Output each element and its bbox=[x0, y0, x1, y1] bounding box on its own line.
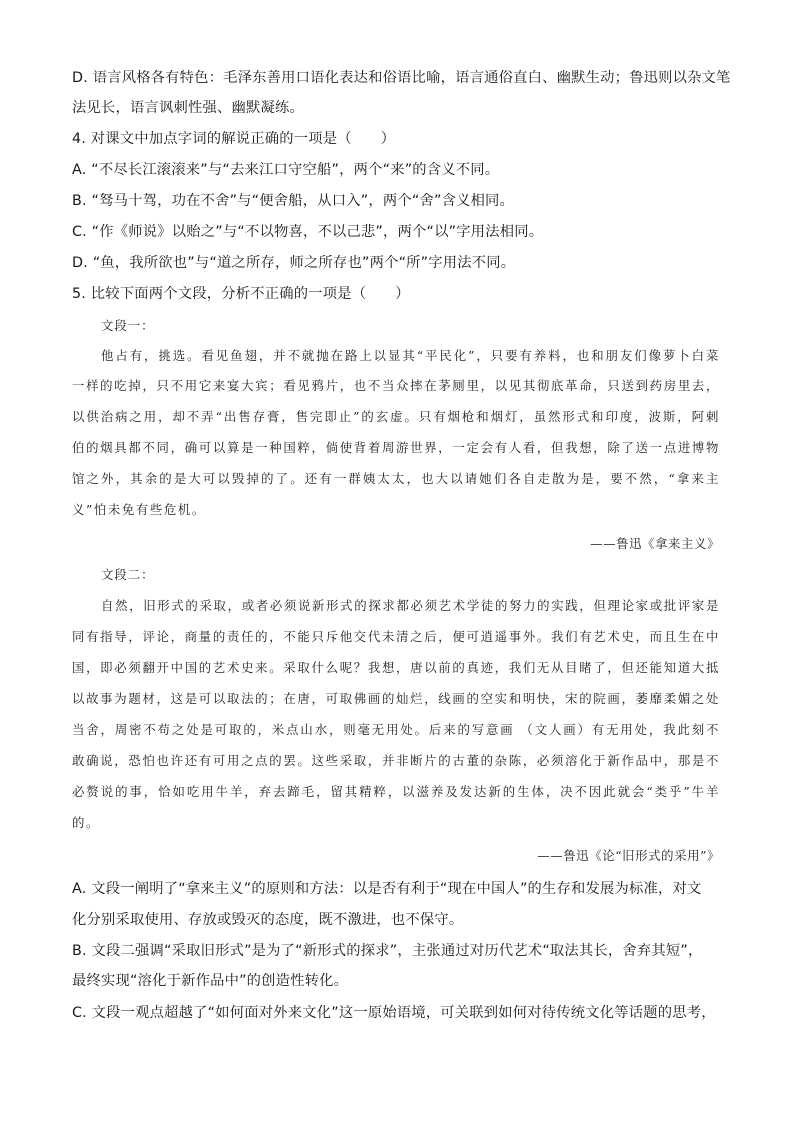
passage-2-line: 国，即必须翻开中国的艺术史来。采取什么呢？我想，唐以前的真迹，我们无从目睹了，但还能知道大抵 bbox=[72, 660, 720, 675]
passage-1-label: 文段一： bbox=[101, 318, 155, 333]
question-5-option-a-line-2: 化分别采取使用、存放或毁灭的态度，既不激进，也不保守。 bbox=[72, 912, 464, 928]
passage-2-label: 文段二： bbox=[101, 567, 155, 582]
passage-1-line: 伯的烟具都不同，确可以算是一种国粹，倘使背着周游世界，一定会有人看，但我想，除了送一点进博物 bbox=[72, 440, 720, 455]
option-d-style-line-2: 法见长，语言讽刺性强、幽默凝练。 bbox=[72, 100, 304, 116]
passage-2-line: 同有指导，评论，商量的责任的，不能只斥他交代未清之后，便可逍遥事外。我们有艺术史，而且生在中 bbox=[72, 629, 720, 644]
question-5-stem: 5. 比较下面两个文段，分析不正确的一项是（ ） bbox=[72, 286, 410, 302]
question-4-option-b: B. “驽马十驾，功在不舍”与“便舍船，从口入”，两个“舍”含义相同。 bbox=[72, 193, 515, 209]
passage-2-line: 当舍，周密不苟之处是可取的，米点山水，则毫无用处。后来的写意画 （文人画）有无用处，我此刻不 bbox=[72, 722, 720, 737]
passage-2-line: 自然，旧形式的采取，或者必须说新形式的探求都必须艺术学徒的努力的实践，但理论家或批评家是 bbox=[101, 598, 720, 613]
question-5-option-a-line-1: A. 文段一阐明了“拿来主义”的原则和方法：以是否有利于“现在中国人”的生存和发展为标准，对文 bbox=[72, 881, 702, 897]
question-4-option-a: A. “不尽长江滚滚来”与“去来江口守空船”，两个“来”的含义不同。 bbox=[72, 162, 500, 178]
passage-1-line: 以供治病之用，却不弄“出售存膏，售完即止”的玄虚。只有烟枪和烟灯，虽然形式和印度，波斯，阿剌 bbox=[72, 409, 720, 424]
option-d-style-line-1: D. 语言风格各有特色：毛泽东善用口语化表达和俗语比喻，语言通俗直白、幽默生动；鲁迅则以杂文笔 bbox=[72, 70, 731, 86]
question-5-option-c-line-1: C. 文段一观点超越了“如何面对外来文化”这一原始语境，可关联到如何对待传统文化等话题的思考， bbox=[72, 1005, 716, 1021]
passage-2-line: 的。 bbox=[72, 815, 100, 830]
question-4-stem: 4. 对课文中加点字词的解说正确的一项是（ ） bbox=[72, 131, 396, 147]
passage-2-attribution: ——鲁迅《论“旧形式的采用”》 bbox=[537, 848, 720, 863]
question-5-option-b-line-1: B. 文段二强调“采取旧形式”是为了“新形式的探求”，主张通过对历代艺术“取法其长，舍弃其短”， bbox=[72, 943, 703, 959]
passage-2-line: 必赘说的事，恰如吃用牛羊，弃去蹄毛，留其精粹，以滋养及发达新的生体，决不因此就会“类乎”牛羊 bbox=[72, 784, 720, 799]
passage-2-line: 以故事为题材，这是可以取法的；在唐，可取佛画的灿烂，线画的空实和明快，宋的院画，萎靡柔媚之处 bbox=[72, 691, 720, 706]
passage-2-line: 敢确说，恐怕也许还有可用之点的罢。这些采取，并非断片的古董的杂陈，必须溶化于新作品中，那是不 bbox=[72, 753, 720, 768]
question-5-option-b-line-2: 最终实现“溶化于新作品中”的创造性转化。 bbox=[72, 973, 349, 989]
passage-1-line: 他占有，挑选。看见鱼翅，并不就抛在路上以显其“平民化”，只要有养料，也和朋友们像萝卜白菜 bbox=[101, 348, 720, 363]
question-4-option-d: D. “鱼，我所欲也”与“道之所存，师之所存也”两个“所”字用法不同。 bbox=[72, 255, 516, 271]
passage-1-line: 一样的吃掉，只不用它来宴大宾；看见鸦片，也不当众摔在茅厕里，以见其彻底革命，只送到药房里去， bbox=[72, 378, 720, 393]
question-4-option-c: C. “作《师说》以贻之”与“不以物喜，不以己悲”，两个“以”字用法相同。 bbox=[72, 224, 544, 240]
passage-1-line: 义”怕未免有些危机。 bbox=[72, 502, 206, 517]
passage-1-attribution: ——鲁迅《拿来主义》 bbox=[590, 536, 720, 551]
passage-1-line: 馆之外，其余的是大可以毁掉的了。还有一群姨太太，也大以请她们各自走散为是，要不然，“拿来主 bbox=[72, 471, 720, 486]
